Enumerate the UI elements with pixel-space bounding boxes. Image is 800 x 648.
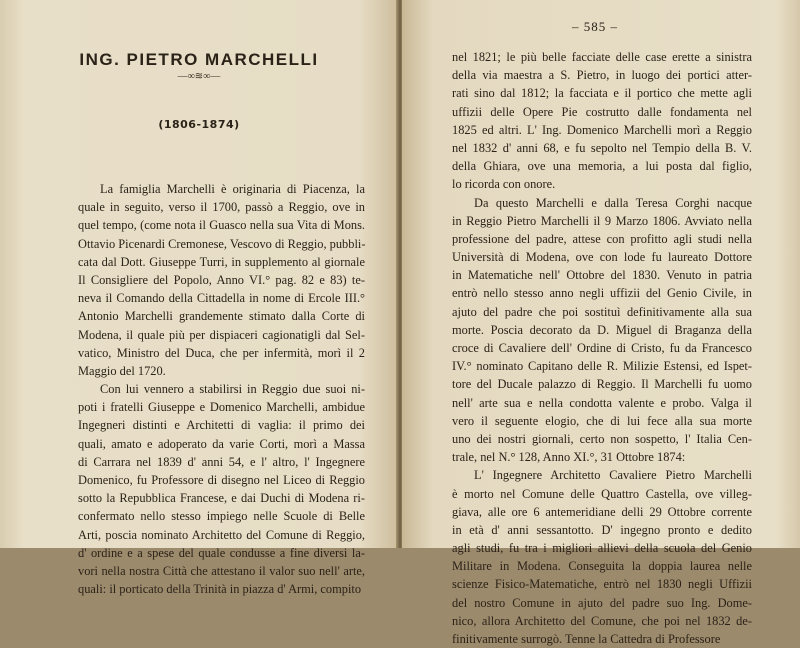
text-line: Domenico, fu Professore di disegno nel Liceo di Reggio: [78, 473, 365, 487]
text-line: quali, amato e adoperato da varie Corti, morì a Massa: [78, 436, 365, 451]
text-line: vori nella nostra Città che attestano il valor suo nell' arte,: [78, 563, 365, 578]
text-line: confermato nello stesso impiego nelle Scuole di Belle: [78, 509, 365, 524]
text-line: 1825 ed altri. L' Ing. Domenico Marchelli morì a Reggio: [452, 122, 752, 137]
article-title: ING. PIETRO MARCHELLI: [79, 50, 319, 69]
text-line: vatico, Ministro del Duca, che per infermità, morì il 2: [78, 345, 365, 360]
right-page: [402, 0, 800, 646]
text-line: cata dal Dott. Giuseppe Turri, in supplemento al giornale: [78, 254, 365, 269]
text-line: giava, alle ore 6 antemeridiane delli 29 Ottobre corrente: [452, 504, 752, 519]
text-line: Ingegneri distinti e Architetti di vaglia: il primo dei: [78, 418, 365, 433]
text-line: rati sino dal 1812; la facciata e il portico che mette agli: [452, 86, 752, 101]
text-line: scienze Fisico-Matematiche, entrò nel 1830 negli Uffizii: [452, 577, 752, 592]
text-line: nel 1821; le più belle facciate delle case erette a sinistra: [452, 50, 752, 64]
text-line: Ottavio Picenardi Cremonese, Vescovo di Reggio, pubbli-: [78, 236, 366, 251]
text-line: trale, nel N.° 128, Anno XI.°, 31 Ottobre 1874:: [452, 450, 686, 465]
left-page: [0, 0, 398, 597]
text-line: della Ghiara, ove una memoria, a lui posta dal figlio,: [452, 159, 752, 174]
text-line: Il Consigliere del Popolo, Anno VI.° pag. 82 e 83) te-: [78, 272, 365, 287]
text-line: Modena, il quale più per dispiaceri cagionatigli dal Sel-: [78, 327, 365, 342]
text-line: è morto nel Comune delle Quattro Castella, ove villeg-: [452, 486, 752, 501]
text-line: morte. Poscia decorato da D. Miguel di Braganza della: [452, 322, 752, 337]
text-line: neva il Comando della Cittadella in nome di Ercole III.°: [78, 291, 365, 306]
right-body-text: [452, 48, 752, 648]
text-line: quali: il porticato della Trinità in piazza d' Armi, compito: [78, 582, 362, 597]
text-line: del nostro Comune in ajuto del padre suo Ing. Dome-: [452, 595, 752, 610]
text-line: finitivamente surrogò. Tenne la Cattedra di Professore: [452, 632, 721, 646]
text-line: entrò nello stesso anno negli uffizii del Genio Civile, in: [452, 286, 752, 301]
text-line: professione del padre, attese con profitto agli studi nella: [452, 231, 752, 246]
text-line: nel 1832 d' anni 68, e fu sepolto nel Tempio della B. V.: [452, 140, 752, 155]
text-line: Militare in Modena. Conseguita la doppia laurea nelle: [452, 559, 752, 574]
text-line: quel tempo, (come nota il Guasco nella sua Vita di Mons.: [78, 218, 365, 233]
text-line: IV.° nominato Capitano delle R. Milizie Estensi, ed Ispet-: [452, 359, 752, 374]
title-ornament: —∞≋∞—: [177, 71, 221, 82]
page-number: – 585 –: [572, 19, 618, 34]
text-line: La famiglia Marchelli è originaria di Piacenza, la: [100, 182, 365, 196]
text-line: Da questo Marchelli e dalla Teresa Corghi nacque: [474, 195, 752, 210]
text-line: nico, allora Architetto del Comune, che poi nel 1832 de-: [452, 613, 752, 628]
text-line: Con lui vennero a stabilirsi in Reggio due suoi ni-: [100, 382, 365, 397]
text-line: in Matematiche nell' Ottobre del 1830. Venuto in patria: [452, 268, 752, 283]
left-body-text: [78, 180, 365, 598]
text-line: in Reggio Pietro Marchelli il 9 Marzo 1806. Avviato nella: [452, 213, 752, 228]
text-line: poti i fratelli Giuseppe e Domenico Marchelli, ambidue: [78, 400, 365, 415]
text-line: nell' arte sua e nella condotta valente e probo. Valga il: [452, 395, 752, 410]
text-line: d' ordine e a spese del quale condusse a fine diversi la-: [78, 545, 365, 560]
text-line: Università di Modena, ove con lode fu laureato Dottore: [452, 250, 752, 265]
text-line: lo ricorda con onore.: [452, 177, 556, 192]
text-line: uno dei nostri giornali, certo non sospetto, l' Italia Cen-: [452, 431, 752, 446]
text-line: in età d' anni sessantotto. D' ingegno pronto e dedito: [452, 522, 752, 537]
text-line: quale in seguito, verso il 1700, passò a Reggio, ove in: [78, 200, 365, 215]
text-line: uffizii delle Opere Pie costrutto dalle fondamenta nel: [452, 104, 752, 119]
text-line: tore del Ducale palazzo di Reggio. Il Marchelli fu uomo: [452, 377, 752, 392]
text-line: vero il seguente elogio, che di lui fece alla sua morte: [452, 413, 752, 428]
text-line: L' Ingegnere Architetto Cavaliere Pietro Marchelli: [474, 468, 752, 483]
text-line: Antonio Marchelli grandemente stimato dalla Corte di: [78, 309, 365, 324]
text-line: agli studi, fu tra i migliori allievi della scuola del Genio: [452, 541, 752, 556]
text-line: Arti, poscia nominato Architetto del Comune di Reggio,: [78, 527, 365, 542]
text-line: ajuto del padre che poi sostituì definitivamente alla sua: [452, 304, 752, 319]
text-line: sotto la Repubblica Francese, e dai Duchi di Modena ri-: [78, 491, 365, 506]
text-line: della via maestra a S. Pietro, in luogo dei portici atter-: [452, 68, 752, 83]
life-dates: (1806-1874): [158, 118, 240, 131]
text-line: Maggio del 1720.: [78, 363, 166, 378]
text-line: croce di Cavaliere dell' Ordine di Cristo, fu da Francesco: [452, 341, 752, 355]
text-line: di Carrara nel 1839 d' anni 54, e l' altro, l' Ingegnere: [78, 454, 365, 469]
